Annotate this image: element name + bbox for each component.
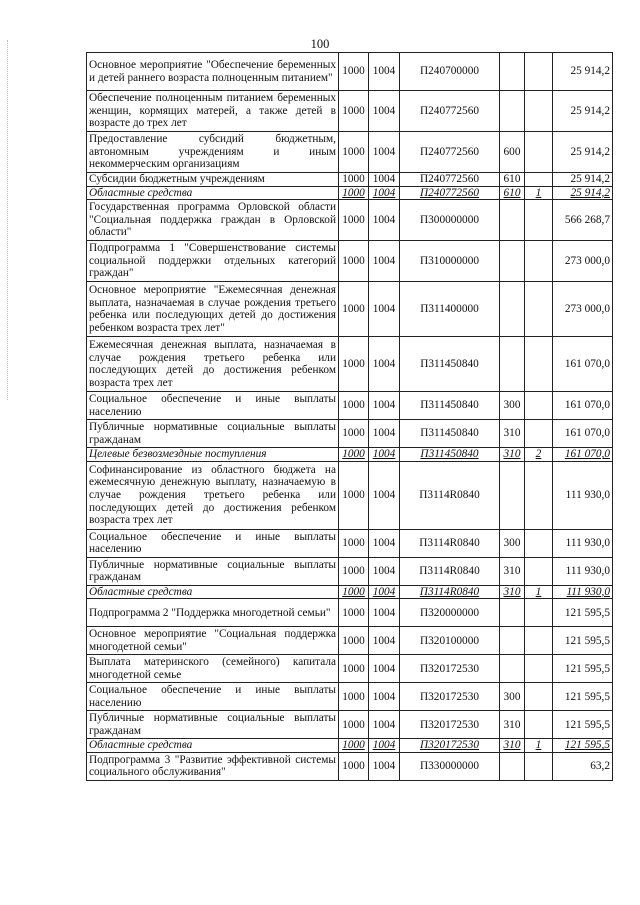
target-article-cell: П3114R0840	[400, 461, 500, 529]
subsection-code-cell: 1004	[369, 557, 400, 585]
section-code-cell: 1000	[339, 448, 369, 462]
expense-type-cell: 600	[500, 132, 525, 173]
amount-cell: 25 914,2	[553, 91, 613, 132]
subsection-code-cell: 1004	[369, 585, 400, 599]
row-name-cell: Софинансирование из областного бюджета на ежемесячную денежную выплату, назначаемую в случае рождения третьего ребенка или последующих детей до достижения ребенком возраста трех лет	[87, 461, 339, 529]
section-code-cell: 1000	[339, 53, 369, 91]
subsection-code-cell: 1004	[369, 173, 400, 187]
subsection-code-cell: 1004	[369, 599, 400, 627]
row-name-cell: Основное мероприятие "Ежемесячная денежная выплата, назначаемая в случае рождения третьего ребенка или последующих детей до достижения ребенком возраста трех лет"	[87, 282, 339, 337]
target-article-cell: П311450840	[400, 337, 500, 392]
expense-type-cell: 310	[500, 711, 525, 739]
table-row	[87, 173, 613, 187]
expense-type-cell	[500, 461, 525, 529]
subsection-code-cell: 1004	[369, 200, 400, 241]
funding-source-cell	[525, 461, 553, 529]
section-code-cell: 1000	[339, 752, 369, 780]
amount-cell: 111 930,0	[553, 529, 613, 557]
expense-type-cell	[500, 200, 525, 241]
section-code-cell: 1000	[339, 585, 369, 599]
target-article-cell: П240772560	[400, 173, 500, 187]
amount-cell: 111 930,0	[553, 585, 613, 599]
table-row	[87, 282, 613, 337]
amount-cell: 161 070,0	[553, 337, 613, 392]
section-code-cell: 1000	[339, 739, 369, 753]
expense-type-cell: 300	[500, 392, 525, 420]
funding-source-cell	[525, 752, 553, 780]
amount-cell: 121 595,5	[553, 655, 613, 683]
funding-source-cell	[525, 282, 553, 337]
table-row	[87, 392, 613, 420]
funding-source-cell: 1	[525, 585, 553, 599]
subsection-code-cell: 1004	[369, 420, 400, 448]
target-article-cell: П240700000	[400, 53, 500, 91]
target-article-cell: П320172530	[400, 683, 500, 711]
subsection-code-cell: 1004	[369, 91, 400, 132]
funding-source-cell	[525, 711, 553, 739]
subsection-code-cell: 1004	[369, 461, 400, 529]
table-row	[87, 599, 613, 627]
scan-margin-marks	[7, 40, 9, 400]
section-code-cell: 1000	[339, 655, 369, 683]
target-article-cell: П320172530	[400, 711, 500, 739]
row-name-cell: Предоставление субсидий бюджетным, автономным учреждениям и иным некоммерческим организациям	[87, 132, 339, 173]
section-code-cell: 1000	[339, 337, 369, 392]
subsection-code-cell: 1004	[369, 186, 400, 200]
subsection-code-cell: 1004	[369, 739, 400, 753]
funding-source-cell	[525, 132, 553, 173]
funding-source-cell	[525, 599, 553, 627]
funding-source-cell: 1	[525, 186, 553, 200]
table-row	[87, 241, 613, 282]
funding-source-cell	[525, 557, 553, 585]
section-code-cell: 1000	[339, 529, 369, 557]
table-row	[87, 420, 613, 448]
target-article-cell: П300000000	[400, 200, 500, 241]
target-article-cell: П240772560	[400, 91, 500, 132]
expense-type-cell: 310	[500, 557, 525, 585]
funding-source-cell	[525, 200, 553, 241]
section-code-cell: 1000	[339, 186, 369, 200]
page-number: 100	[310, 37, 330, 51]
row-name-cell: Выплата материнского (семейного) капитала многодетной семье	[87, 655, 339, 683]
funding-source-cell	[525, 392, 553, 420]
subsection-code-cell: 1004	[369, 132, 400, 173]
subsection-code-cell: 1004	[369, 529, 400, 557]
section-code-cell: 1000	[339, 132, 369, 173]
target-article-cell: П310000000	[400, 241, 500, 282]
row-name-cell: Социальное обеспечение и иные выплаты населению	[87, 683, 339, 711]
funding-source-cell	[525, 529, 553, 557]
target-article-cell: П3114R0840	[400, 585, 500, 599]
section-code-cell: 1000	[339, 392, 369, 420]
target-article-cell: П320172530	[400, 655, 500, 683]
target-article-cell: П3114R0840	[400, 529, 500, 557]
table-row	[87, 711, 613, 739]
expense-type-cell: 310	[500, 420, 525, 448]
row-name-cell: Обеспечение полноценным питанием беременных женщин, кормящих матерей, а также детей в возрасте до трех лет	[87, 91, 339, 132]
section-code-cell: 1000	[339, 200, 369, 241]
row-name-cell: Областные средства	[87, 186, 339, 200]
funding-source-cell	[525, 683, 553, 711]
expense-type-cell	[500, 337, 525, 392]
table-row	[87, 683, 613, 711]
expense-type-cell	[500, 91, 525, 132]
section-code-cell: 1000	[339, 173, 369, 187]
amount-cell: 161 070,0	[553, 392, 613, 420]
amount-cell: 161 070,0	[553, 420, 613, 448]
subsection-code-cell: 1004	[369, 337, 400, 392]
target-article-cell: П320100000	[400, 627, 500, 655]
funding-source-cell: 2	[525, 448, 553, 462]
section-code-cell: 1000	[339, 241, 369, 282]
row-name-cell: Подпрограмма 2 "Поддержка многодетной семьи"	[87, 599, 339, 627]
table-row	[87, 557, 613, 585]
row-name-cell: Социальное обеспечение и иные выплаты населению	[87, 529, 339, 557]
target-article-cell: П320000000	[400, 599, 500, 627]
target-article-cell: П240772560	[400, 186, 500, 200]
expense-type-cell	[500, 655, 525, 683]
row-name-cell: Основное мероприятие "Социальная поддержка многодетной семьи"	[87, 627, 339, 655]
section-code-cell: 1000	[339, 282, 369, 337]
section-code-cell: 1000	[339, 627, 369, 655]
expense-type-cell: 310	[500, 739, 525, 753]
target-article-cell: П311450840	[400, 392, 500, 420]
expense-type-cell	[500, 752, 525, 780]
amount-cell: 121 595,5	[553, 627, 613, 655]
subsection-code-cell: 1004	[369, 241, 400, 282]
amount-cell: 63,2	[553, 752, 613, 780]
table-row	[87, 448, 613, 462]
table-row	[87, 529, 613, 557]
row-name-cell: Подпрограмма 3 "Развитие эффективной системы социального обслуживания"	[87, 752, 339, 780]
row-name-cell: Областные средства	[87, 739, 339, 753]
row-name-cell: Ежемесячная денежная выплата, назначаемая в случае рождения третьего ребенка или последующих детей до достижения ребенком возраста трех лет	[87, 337, 339, 392]
expense-type-cell: 310	[500, 448, 525, 462]
row-name-cell: Государственная программа Орловской области "Социальная поддержка граждан в Орловской области"	[87, 200, 339, 241]
expense-type-cell	[500, 282, 525, 337]
amount-cell: 121 595,5	[553, 739, 613, 753]
amount-cell: 111 930,0	[553, 461, 613, 529]
expense-type-cell	[500, 627, 525, 655]
amount-cell: 161 070,0	[553, 448, 613, 462]
table-row	[87, 585, 613, 599]
funding-source-cell	[525, 337, 553, 392]
table-row	[87, 752, 613, 780]
table-row	[87, 627, 613, 655]
section-code-cell: 1000	[339, 420, 369, 448]
section-code-cell: 1000	[339, 683, 369, 711]
budget-table	[86, 52, 613, 781]
section-code-cell: 1000	[339, 461, 369, 529]
table-row	[87, 91, 613, 132]
target-article-cell: П311450840	[400, 448, 500, 462]
funding-source-cell: 1	[525, 739, 553, 753]
table-row	[87, 461, 613, 529]
expense-type-cell: 610	[500, 173, 525, 187]
funding-source-cell	[525, 91, 553, 132]
funding-source-cell	[525, 53, 553, 91]
section-code-cell: 1000	[339, 91, 369, 132]
row-name-cell: Субсидии бюджетным учреждениям	[87, 173, 339, 187]
table-row	[87, 132, 613, 173]
amount-cell: 25 914,2	[553, 186, 613, 200]
target-article-cell: П3114R0840	[400, 557, 500, 585]
row-name-cell: Публичные нормативные социальные выплаты гражданам	[87, 711, 339, 739]
funding-source-cell	[525, 241, 553, 282]
funding-source-cell	[525, 627, 553, 655]
expense-type-cell: 310	[500, 585, 525, 599]
section-code-cell: 1000	[339, 599, 369, 627]
expense-type-cell: 300	[500, 529, 525, 557]
amount-cell: 111 930,0	[553, 557, 613, 585]
expense-type-cell	[500, 599, 525, 627]
subsection-code-cell: 1004	[369, 448, 400, 462]
target-article-cell: П240772560	[400, 132, 500, 173]
amount-cell: 121 595,5	[553, 599, 613, 627]
subsection-code-cell: 1004	[369, 627, 400, 655]
row-name-cell: Основное мероприятие "Обеспечение беременных и детей раннего возраста полноценным питанием"	[87, 53, 339, 91]
subsection-code-cell: 1004	[369, 711, 400, 739]
amount-cell: 121 595,5	[553, 683, 613, 711]
subsection-code-cell: 1004	[369, 53, 400, 91]
table-row	[87, 186, 613, 200]
amount-cell: 566 268,7	[553, 200, 613, 241]
section-code-cell: 1000	[339, 557, 369, 585]
subsection-code-cell: 1004	[369, 752, 400, 780]
amount-cell: 25 914,2	[553, 173, 613, 187]
target-article-cell: П320172530	[400, 739, 500, 753]
table-row	[87, 655, 613, 683]
row-name-cell: Целевые безвозмездные поступления	[87, 448, 339, 462]
expense-type-cell	[500, 241, 525, 282]
amount-cell: 25 914,2	[553, 132, 613, 173]
row-name-cell: Публичные нормативные социальные выплаты гражданам	[87, 420, 339, 448]
table-row	[87, 739, 613, 753]
row-name-cell: Областные средства	[87, 585, 339, 599]
table-row	[87, 200, 613, 241]
section-code-cell: 1000	[339, 711, 369, 739]
row-name-cell: Социальное обеспечение и иные выплаты населению	[87, 392, 339, 420]
subsection-code-cell: 1004	[369, 655, 400, 683]
target-article-cell: П311400000	[400, 282, 500, 337]
subsection-code-cell: 1004	[369, 282, 400, 337]
subsection-code-cell: 1004	[369, 392, 400, 420]
funding-source-cell	[525, 420, 553, 448]
row-name-cell: Подпрограмма 1 "Совершенствование системы социальной поддержки отдельных категорий граждан"	[87, 241, 339, 282]
amount-cell: 121 595,5	[553, 711, 613, 739]
table-row	[87, 337, 613, 392]
target-article-cell: П311450840	[400, 420, 500, 448]
amount-cell: 273 000,0	[553, 282, 613, 337]
expense-type-cell: 300	[500, 683, 525, 711]
row-name-cell: Публичные нормативные социальные выплаты гражданам	[87, 557, 339, 585]
target-article-cell: П330000000	[400, 752, 500, 780]
funding-source-cell	[525, 173, 553, 187]
table-row	[87, 53, 613, 91]
expense-type-cell: 610	[500, 186, 525, 200]
expense-type-cell	[500, 53, 525, 91]
amount-cell: 25 914,2	[553, 53, 613, 91]
amount-cell: 273 000,0	[553, 241, 613, 282]
funding-source-cell	[525, 655, 553, 683]
subsection-code-cell: 1004	[369, 683, 400, 711]
